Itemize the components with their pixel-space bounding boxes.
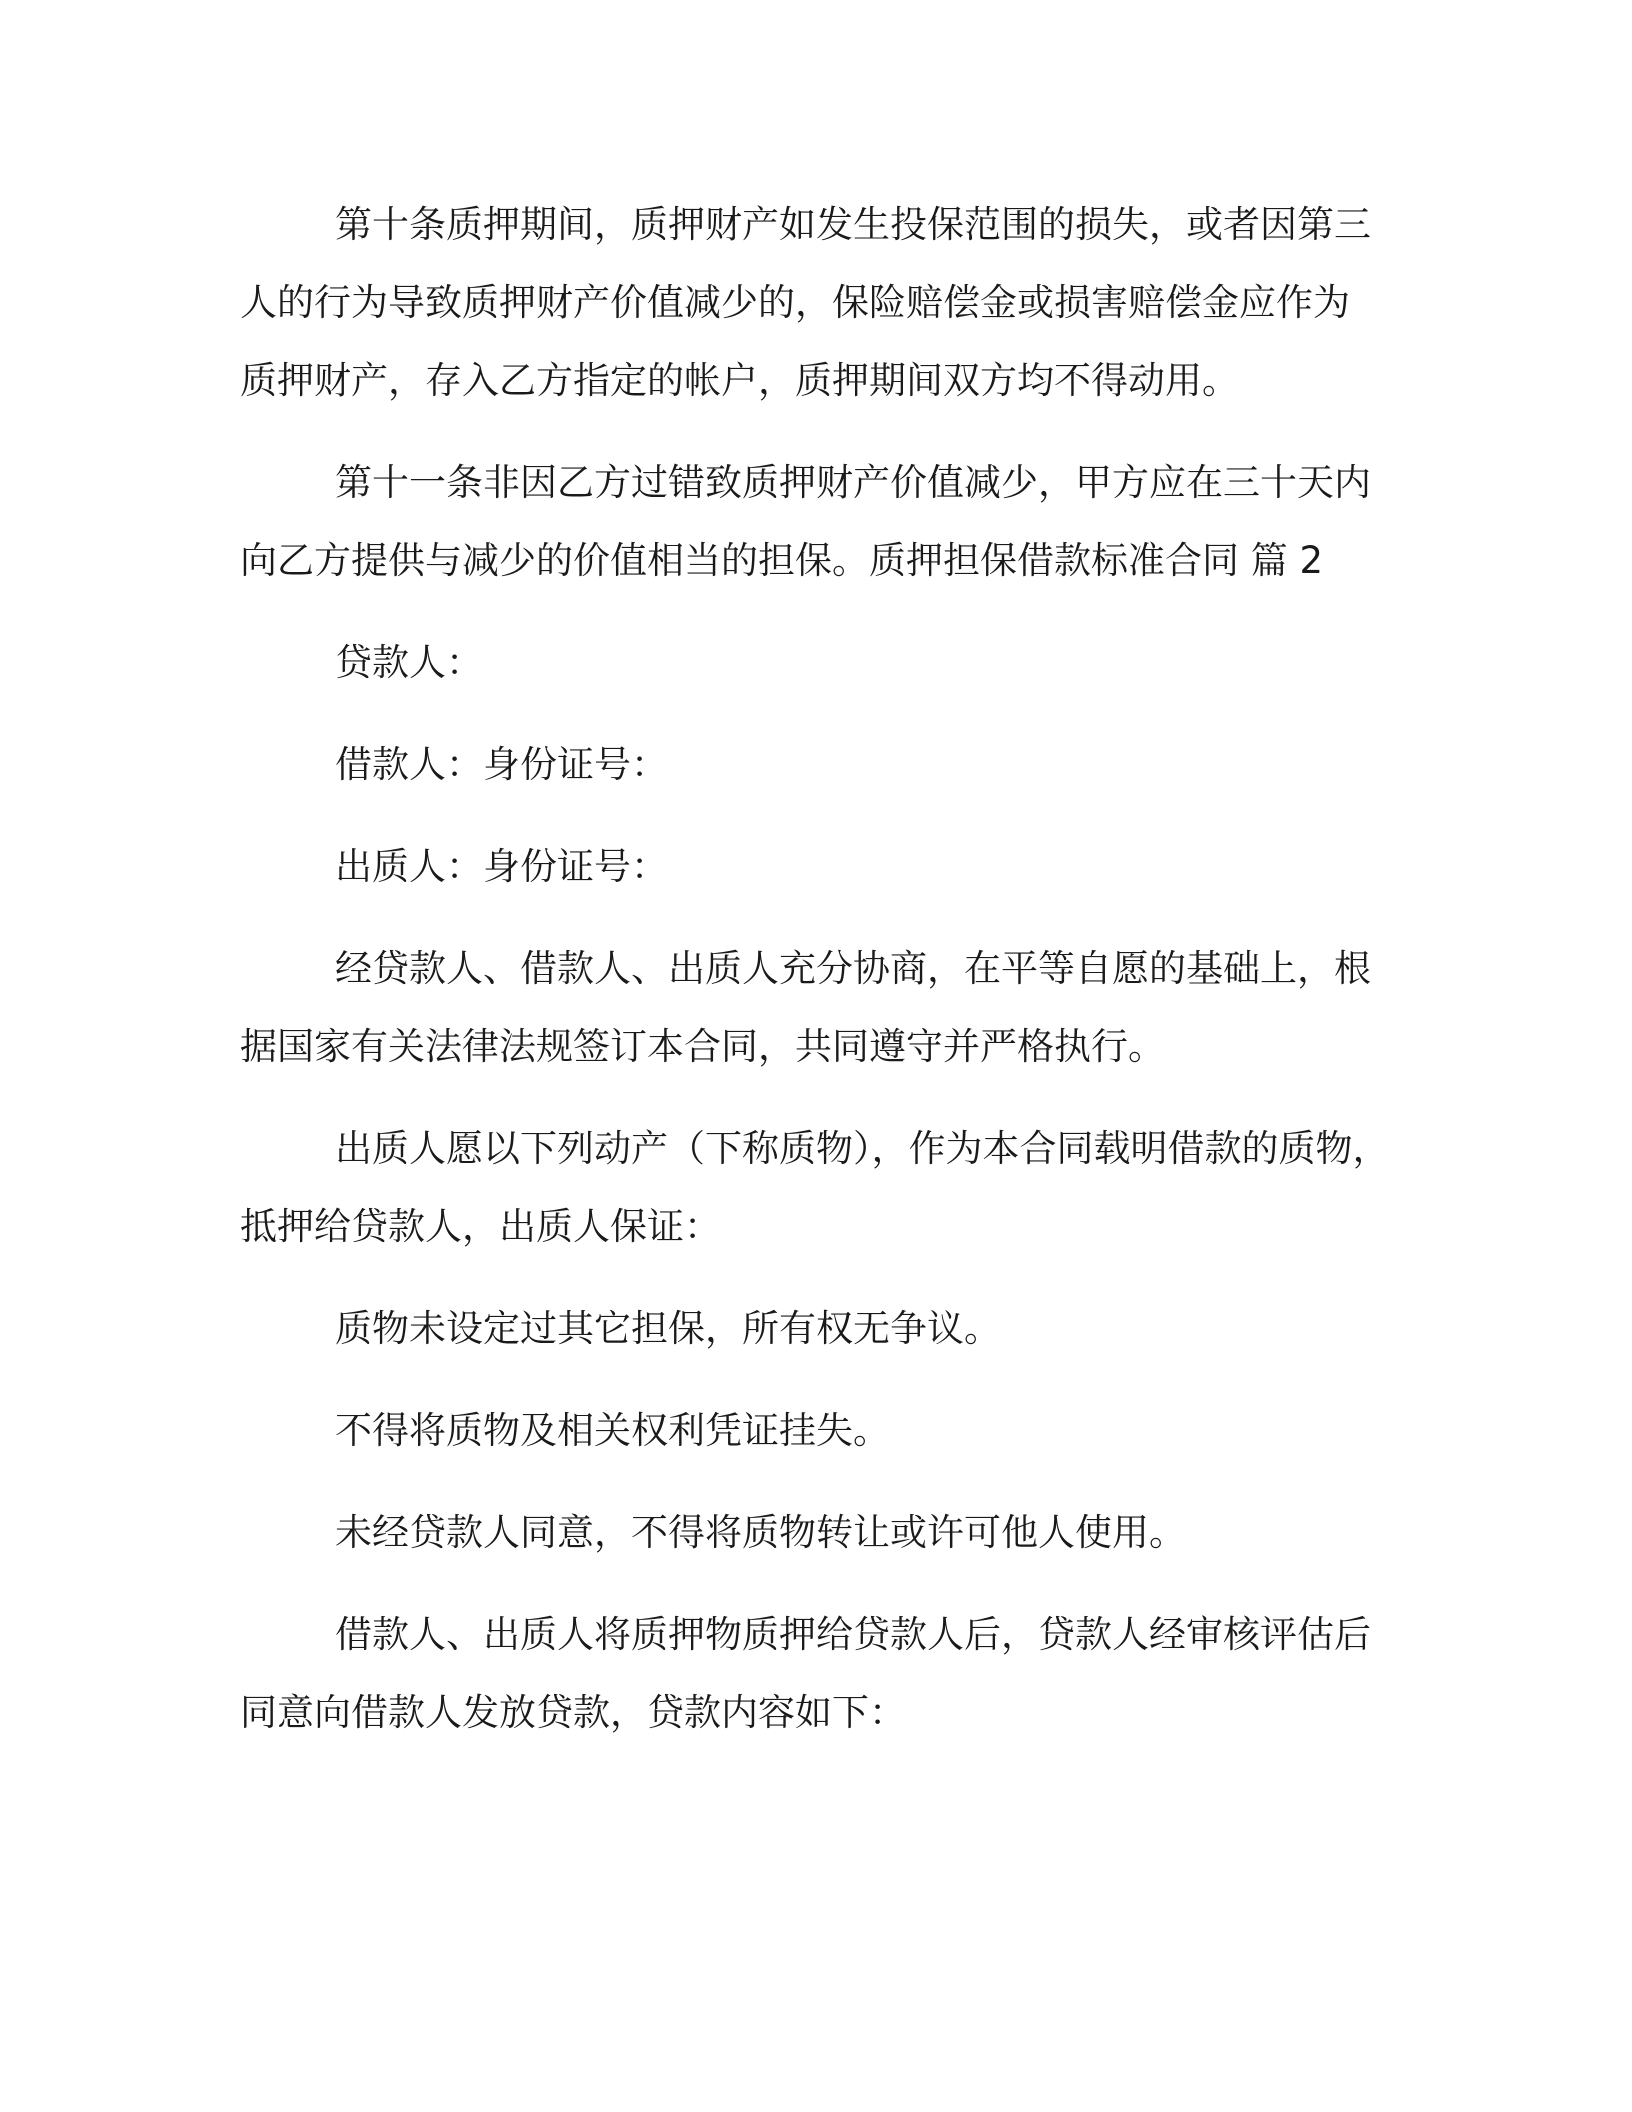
document-body [240,186,1390,1776]
paragraph-borrower [240,726,1390,804]
paragraph-pledge-goods [240,1110,1390,1266]
text-line: 经贷款人、借款人、出质人充分协商，在平等自愿的基础上，根 [335,947,1371,990]
text-line: 质物未设定过其它担保，所有权无争议。 [335,1307,1001,1350]
paragraph-article-10 [240,186,1390,420]
paragraph-guarantee-1 [240,1290,1390,1368]
text-line: 抵押给贷款人，出质人保证： [240,1205,721,1248]
text-line: 不得将质物及相关权利凭证挂失。 [335,1409,890,1452]
text-line: 出质人愿以下列动产（下称质物），作为本合同载明借款的质物， [335,1127,1390,1170]
text-line: 据国家有关法律法规签订本合同，共同遵守并严格执行。 [240,1025,1165,1068]
paragraph-article-11 [240,444,1390,600]
text-line: 质押财产，存入乙方指定的帐户，质押期间双方均不得动用。 [240,359,1239,402]
paragraph-loan-terms [240,1596,1390,1752]
paragraph-agreement [240,930,1390,1086]
text-line: 借款人：身份证号： [335,743,668,786]
text-line: 未经贷款人同意，不得将质物转让或许可他人使用。 [335,1511,1186,1554]
text-line: 第十条质押期间，质押财产如发生投保范围的损失，或者因第三 [335,203,1371,246]
paragraph-guarantee-3 [240,1494,1390,1572]
text-line: 人的行为导致质押财产价值减少的，保险赔偿金或损害赔偿金应作为 [240,281,1350,324]
text-line: 借款人、出质人将质押物质押给贷款人后，贷款人经审核评估后 [335,1613,1371,1656]
text-line: 第十一条非因乙方过错致质押财产价值减少，甲方应在三十天内 [335,461,1371,504]
paragraph-lender [240,624,1390,702]
text-line: 出质人：身份证号： [335,845,668,888]
paragraph-guarantee-2 [240,1392,1390,1470]
paragraph-pledgor [240,828,1390,906]
text-line: 贷款人： [335,641,483,684]
text-line: 向乙方提供与减少的价值相当的担保。质押担保借款标准合同 篇 2 [240,539,1324,582]
text-line: 同意向借款人发放贷款，贷款内容如下： [240,1691,906,1734]
